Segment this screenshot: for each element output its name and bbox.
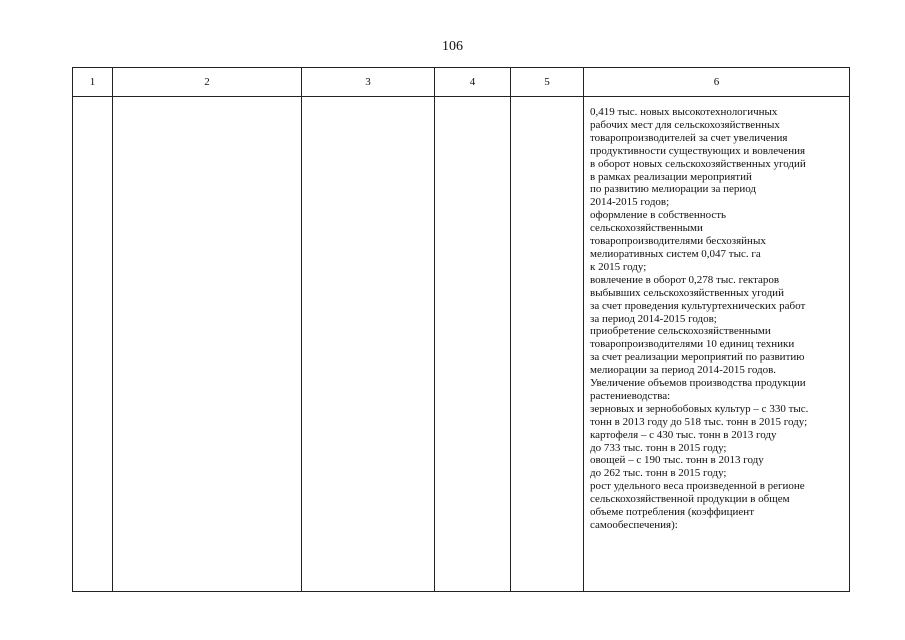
table-cell-col5 [511, 97, 584, 592]
text-line: к 2015 году; [590, 260, 647, 273]
text-line: сельскохозяйственной продукции в общем [590, 493, 790, 506]
column-header-3: 3 [302, 68, 435, 97]
column-header-1: 1 [73, 68, 113, 97]
document-table [72, 67, 850, 592]
text-line: приобретение сельскохозяйственными [590, 325, 771, 338]
column6-text [584, 97, 849, 532]
text-line: за период 2014-2015 годов; [590, 312, 717, 325]
text-line: мелиорации за период 2014-2015 годов. [590, 364, 777, 377]
text-line: в рамках реализации мероприятий [590, 170, 752, 183]
text-line: Увеличение объемов производства продукции [590, 377, 806, 390]
text-line: зерновых и зернобобовых культур – с 330 тыс. [590, 402, 809, 415]
text-line: выбывших сельскохозяйственных угодий [590, 286, 784, 299]
table-header-row [73, 68, 850, 97]
text-line: сельскохозяйственными [590, 222, 703, 235]
text-line: товаропроизводителей за счет увеличения [590, 131, 788, 144]
text-line: продуктивности существующих и вовлечения [590, 144, 806, 157]
text-line: по развитию мелиорации за период [590, 183, 757, 196]
text-line: растениеводства: [590, 389, 671, 402]
text-line: до 262 тыс. тонн в 2015 году; [590, 467, 727, 480]
text-line: самообеспечения): [590, 519, 678, 531]
table-cell-col3 [302, 97, 435, 592]
text-line: рост удельного веса произведенной в регионе [590, 480, 805, 493]
text-line: объеме потребления (коэффициент [590, 506, 754, 519]
text-line: в оборот новых сельскохозяйственных угодий [590, 157, 806, 170]
page-number: 106 [442, 39, 463, 54]
text-line: 2014-2015 годов; [590, 196, 670, 209]
table-cell-col4 [435, 97, 511, 592]
text-line: товаропроизводителями бесхозяйных [590, 235, 766, 248]
column-header-5: 5 [511, 68, 584, 97]
text-line: 0,419 тыс. новых высокотехнологичных [590, 106, 778, 118]
table-cell-col2 [113, 97, 302, 592]
text-line: товаропроизводителями 10 единиц техники [590, 338, 795, 351]
text-line: картофеля – с 430 тыс. тонн в 2013 году [590, 428, 777, 441]
table-row [73, 97, 850, 592]
text-line: мелиоративных систем 0,047 тыс. га [590, 247, 761, 260]
column-header-2: 2 [113, 68, 302, 97]
text-line: за счет реализации мероприятий по развитию [590, 351, 805, 364]
table-cell-col6 [584, 97, 850, 592]
text-line: тонн в 2013 году до 518 тыс. тонн в 2015 году; [590, 415, 808, 428]
text-line: вовлечение в оборот 0,278 тыс. гектаров [590, 273, 780, 286]
text-line: до 733 тыс. тонн в 2015 году; [590, 441, 727, 454]
text-line: овощей – с 190 тыс. тонн в 2013 году [590, 454, 764, 467]
text-line: оформление в собственность [590, 209, 727, 222]
table-cell-col1 [73, 97, 113, 592]
text-line: за счет проведения культуртехнических работ [590, 299, 806, 312]
column-header-4: 4 [435, 68, 511, 97]
column-header-6: 6 [584, 68, 850, 97]
text-line: рабочих мест для сельскохозяйственных [590, 118, 780, 131]
